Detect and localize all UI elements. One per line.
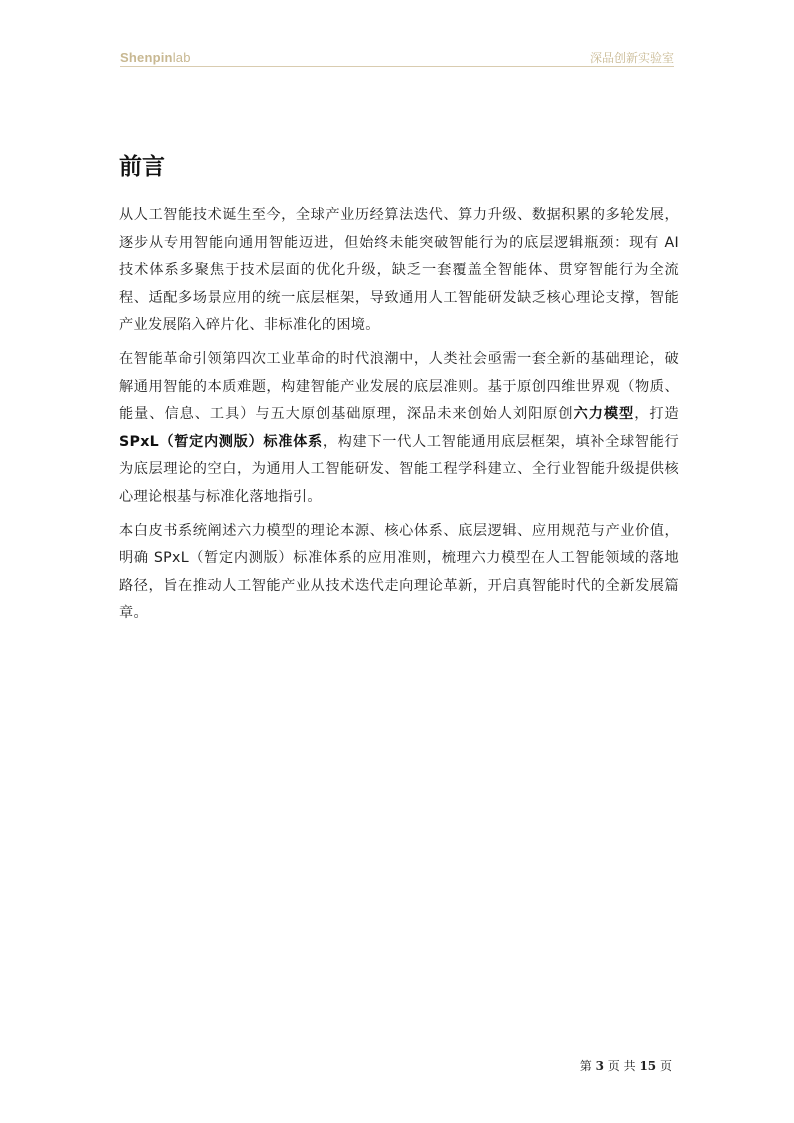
page-number bbox=[580, 1057, 672, 1074]
paragraph-2-part-b: ，打造 bbox=[634, 406, 679, 423]
section-title: 前言 bbox=[119, 154, 165, 180]
paragraph-2-part-c: ，构建下一代人工智能通用底层框架，填补全球智能行为底层理论的空白，为通用人工智能研发、智能工程学科建立、全行业智能升级提供核心理论根基与标准化落地指引。 bbox=[119, 433, 680, 505]
brand-name-light: lab bbox=[172, 50, 191, 65]
spxl-standard-term: SPxL（暂定内测版）标准体系 bbox=[119, 433, 323, 450]
page-header bbox=[120, 50, 674, 67]
current-page: 3 bbox=[595, 1059, 604, 1073]
preface-body bbox=[119, 202, 679, 634]
brand-logo bbox=[120, 51, 191, 65]
total-pages: 15 bbox=[639, 1059, 657, 1073]
lab-name: 深品创新实验室 bbox=[589, 51, 674, 65]
paragraph-3: 本白皮书系统阐述六力模型的理论本源、核心体系、底层逻辑、应用规范与产业价值，明确 SPxL（暂定内测版）标准体系的应用准则，梳理六力模型在人工智能领域的落地路径，旨在推动人工智能产业从技术迭代走向理论革新，开启真智能时代的全新发展篇章。 bbox=[119, 522, 679, 622]
page-number-mid: 页 共 bbox=[607, 1059, 636, 1073]
paragraph-2-part-a: 在智能革命引领第四次工业革命的时代浪潮中，人类社会亟需一套全新的基础理论，破解通用智能的本质难题，构建智能产业发展的底层准则。基于原创四维世界观（物质、能量、信息、工具）与五大原创基础原理，深品未来创始人刘阳原创 bbox=[119, 350, 679, 423]
page-number-suffix: 页 bbox=[659, 1059, 672, 1073]
brand-name-strong: Shenpin bbox=[120, 50, 173, 65]
paragraph-2 bbox=[119, 346, 679, 512]
paragraph-1: 从人工智能技术诞生至今，全球产业历经算法迭代、算力升级、数据积累的多轮发展，逐步从专用智能向通用智能迈进，但始终未能突破智能行为的底层逻辑瓶颈：现有 AI 技术体系多聚焦于技术层面的优化升级，缺乏一套覆盖全智能体、贯穿智能行为全流程、适配多场景应用的统一底层框架，导致通用人工智能研发缺乏核心理论支撑，智能产业发展陷入碎片化、非标准化的困境。 bbox=[119, 207, 679, 334]
page-number-prefix: 第 bbox=[579, 1059, 592, 1073]
six-force-model-term: 六力模型 bbox=[573, 406, 635, 423]
